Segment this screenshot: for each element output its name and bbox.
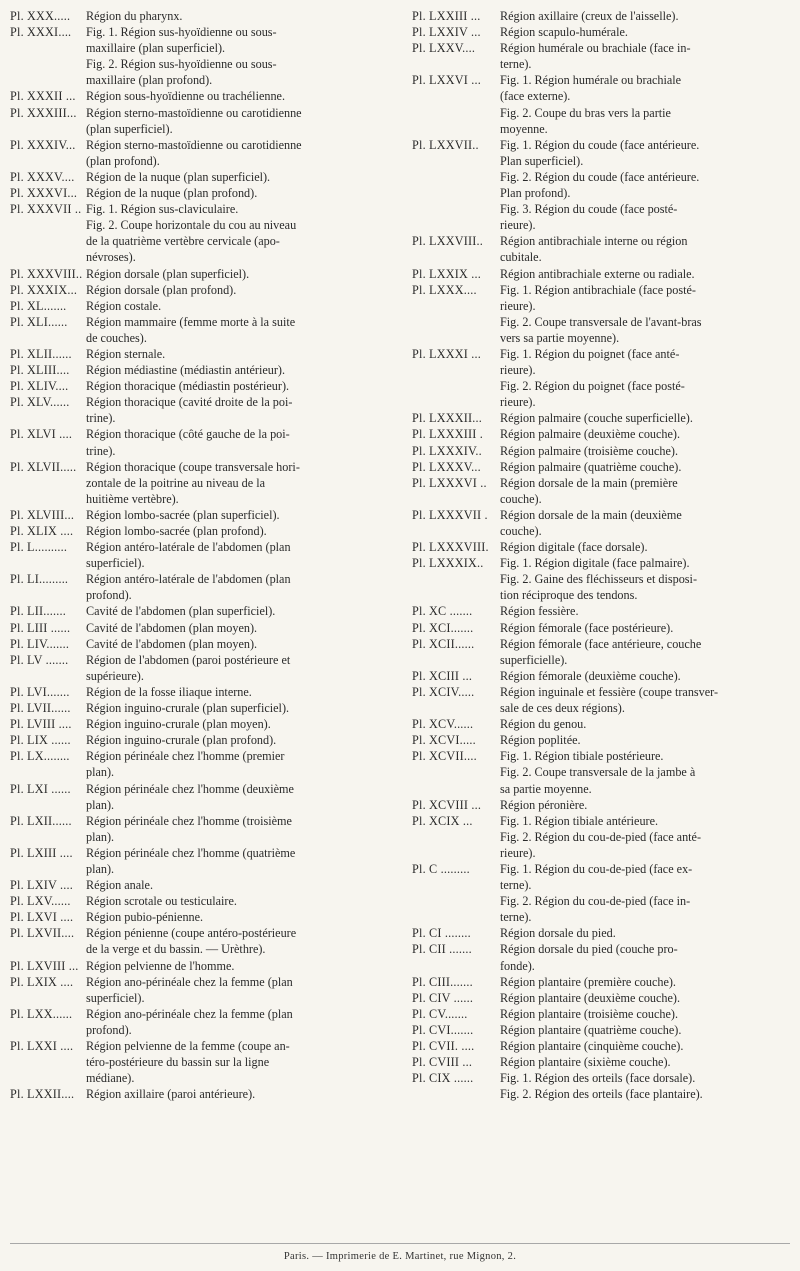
left-column — [10, 8, 402, 1102]
plate-description: Région thoracique (coupe transversale hori- zontale de la poitrine au niveau de la huitième vertèbre). — [86, 459, 300, 506]
plate-description: Région périnéale chez l'homme (deuxième plan). — [86, 781, 294, 812]
right-column — [412, 8, 790, 1102]
plate-number: Pl. CVII. .... — [412, 1039, 475, 1053]
plate-description: Cavité de l'abdomen (plan moyen). — [86, 620, 258, 635]
plate-entry — [10, 1038, 402, 1086]
plate-entry — [10, 958, 402, 974]
plate-entry — [412, 684, 790, 716]
plate-number: Pl. LXXI .... — [10, 1039, 74, 1053]
plate-description: Région inguino-crurale (plan profond). — [86, 733, 277, 748]
plate-entry — [10, 266, 402, 282]
plate-number: Pl. LXXXVI .. — [412, 475, 487, 490]
plate-number: Pl. XXXIII... — [10, 105, 77, 120]
plate-number: Pl. CII ....... — [412, 942, 472, 957]
plate-number: Pl. LXXXIX.. — [412, 556, 484, 571]
plate-number: Pl. LXXXVII . — [412, 507, 488, 522]
plate-entry — [10, 571, 402, 603]
plate-description: Fig. 1. Région des orteils (face dorsale). Fig. 2. Région des orteils (face plantaire). — [500, 1071, 703, 1102]
plate-number: Pl. LX........ — [10, 749, 70, 764]
plate-number: Pl. LXXX.... — [412, 282, 477, 297]
plate-entry — [10, 507, 402, 523]
plate-description: Région palmaire (quatrième couche). — [500, 459, 682, 474]
plate-entry — [412, 8, 790, 24]
plate-entry — [10, 732, 402, 748]
plate-description: Région thoracique (cavité droite de la poi- trine). — [86, 395, 293, 426]
plate-entry — [10, 893, 402, 909]
plate-number: Pl. XCVIII ... — [412, 797, 482, 812]
plate-description: Région inguinale et fessière (coupe transver- sale de ces deux régions). — [500, 684, 719, 716]
plate-description: Région pénienne (coupe antéro-postérieure de la verge et du bassin. — Urèthre). — [86, 926, 297, 957]
plate-description: Région costale. — [86, 298, 162, 313]
plate-description: Fig. 1. Région sus-hyoïdienne ou sous- maxillaire (plan superficiel). Fig. 2. Région sus-hyoïdienne ou sous- maxillaire (plan profond). — [86, 25, 277, 88]
plate-description: Région plantaire (quatrième couche). — [500, 1022, 682, 1037]
plate-number: Pl. LIX ...... — [10, 733, 71, 748]
plate-description: Région pelvienne de la femme (coupe an- téro-postérieure du bassin sur la ligne médiane). — [86, 1039, 290, 1086]
plate-entry — [10, 346, 402, 362]
plate-description: Région palmaire (couche superficielle). — [500, 411, 693, 426]
plate-number: Pl. LXXXII... — [412, 411, 482, 426]
plate-number: Pl. XCI....... — [412, 620, 474, 635]
plate-description: Région inguino-crurale (plan superficiel). — [86, 701, 290, 716]
plate-entry — [412, 732, 790, 748]
plate-number: Pl. LXIX .... — [10, 974, 74, 989]
plate-entry — [412, 24, 790, 40]
plate-entry — [412, 475, 790, 507]
plate-number: Pl. LXXXIII . — [412, 427, 483, 442]
plate-description: Fig. 1. Région du poignet (face anté- rieure). Fig. 2. Région du poignet (face posté- rieure). — [500, 346, 685, 410]
plate-description: Région dorsale (plan superficiel). — [86, 266, 250, 281]
plate-description: Région dorsale de la main (deuxième couche). — [500, 507, 682, 538]
plate-description: Région lombo-sacrée (plan superficiel). — [86, 507, 280, 522]
plate-entry — [10, 137, 402, 169]
plate-description: Cavité de l'abdomen (plan moyen). — [86, 636, 258, 651]
plate-number: Pl. LXXIX ... — [412, 266, 481, 281]
plate-entry — [10, 781, 402, 813]
plate-entry — [412, 426, 790, 442]
plate-entry — [10, 684, 402, 700]
plate-description: Région scapulo-humérale. — [500, 25, 628, 40]
plate-description: Région lombo-sacrée (plan profond). — [86, 524, 267, 538]
plate-number: Pl. LXXV.... — [412, 41, 476, 56]
plate-description: Région scrotale ou testiculaire. — [86, 894, 237, 909]
plate-number: Pl. XXXVI... — [10, 186, 78, 201]
plate-entry — [10, 620, 402, 636]
plate-entry — [412, 1070, 790, 1102]
plate-description: Région humérale ou brachiale (face in- terne). — [500, 41, 691, 72]
plate-number: Pl. CVIII ... — [412, 1055, 473, 1070]
plate-number: Pl. LXXII.... — [10, 1087, 75, 1102]
plate-description: Région plantaire (sixième couche). — [500, 1055, 671, 1070]
plate-description: Fig. 1. Région humérale ou brachiale (face externe). Fig. 2. Coupe du bras vers la partie moyenne. — [500, 73, 682, 136]
plate-entry — [412, 941, 790, 973]
plate-description: Région pubio-pénienne. — [86, 910, 204, 925]
plate-description: Région péronière. — [500, 797, 588, 812]
plate-number: Pl. CIV ...... — [412, 990, 474, 1005]
plate-description: Région thoracique (côté gauche de la poi- trine). — [86, 427, 290, 458]
plate-number: Pl. XCVI..... — [412, 733, 476, 748]
plate-description: Fig. 1. Région digitale (face palmaire). Fig. 2. Gaine des fléchisseurs et disposi- tion réciproque des tendons. — [500, 556, 697, 603]
plate-description: Région périnéale chez l'homme (quatrième plan). — [86, 845, 296, 876]
plate-description: Région dorsale (plan profond). — [86, 282, 237, 297]
plate-description: Région périnéale chez l'homme (premier plan). — [86, 749, 285, 780]
plate-number: Pl. XLII...... — [10, 346, 72, 361]
plate-number: Pl. XCIV..... — [412, 684, 475, 699]
plate-number: Pl. LII....... — [10, 604, 66, 619]
plate-entry — [10, 298, 402, 314]
plate-number: Pl. LXVIII ... — [10, 958, 79, 973]
plate-description: Région pelvienne de l'homme. — [86, 958, 235, 973]
plate-entry — [412, 813, 790, 861]
plate-number: Pl. LXXXVIII. — [412, 540, 489, 555]
plate-description: Région sterno-mastoïdienne ou carotidienne (plan profond). — [86, 137, 302, 168]
plate-description: Fig. 1. Région du cou-de-pied (face ex- terne). Fig. 2. Région du cou-de-pied (face in- terne). — [500, 861, 693, 925]
plate-entry — [412, 990, 790, 1006]
plate-description: Région ano-périnéale chez la femme (plan profond). — [86, 1006, 293, 1037]
plate-entry — [412, 410, 790, 426]
plate-number: Pl. XCIX ... — [412, 813, 473, 828]
plate-number: Pl. CI ........ — [412, 926, 471, 941]
plate-entry — [412, 459, 790, 475]
plate-number: Pl. XCIII ... — [412, 668, 473, 683]
plate-description: Fig. 1. Région sus-claviculaire. Fig. 2. Coupe horizontale du cou au niveau de la quatrième vertèbre cervicale (apo- névroses). — [86, 202, 297, 265]
plate-description: Région digitale (face dorsale). — [500, 540, 648, 555]
plate-number: Pl. XCVII.... — [412, 749, 477, 764]
footer-rule — [10, 1243, 790, 1244]
plate-description: Région axillaire (paroi antérieure). — [86, 1087, 256, 1102]
plate-entry — [10, 603, 402, 619]
plate-description: Région axillaire (creux de l'aisselle). — [500, 9, 679, 23]
plate-number: Pl. XLIV.... — [10, 379, 69, 394]
plate-entry — [412, 1054, 790, 1070]
plate-description: Région inguino-crurale (plan moyen). — [86, 717, 271, 732]
plate-entry — [412, 1006, 790, 1022]
plate-number: Pl. XLI...... — [10, 314, 68, 329]
plate-entry — [10, 925, 402, 957]
plate-entry — [10, 652, 402, 684]
plate-number: Pl. XXXIX... — [10, 282, 78, 297]
plate-description: Région dorsale de la main (première couche). — [500, 475, 678, 506]
plate-number: Pl. LXXXIV.. — [412, 443, 482, 458]
plate-entry — [412, 282, 790, 346]
plate-entry — [412, 233, 790, 265]
plate-number: Pl. XXX..... — [10, 9, 71, 23]
plate-number: Pl. CIII....... — [412, 974, 473, 989]
plate-description: Région fémorale (face postérieure). — [500, 620, 674, 635]
plate-entry — [412, 797, 790, 813]
plate-entry — [10, 394, 402, 426]
plate-number: Pl. XLIII.... — [10, 363, 70, 378]
plate-entry — [10, 169, 402, 185]
plate-description: Région antibrachiale externe ou radiale. — [500, 266, 695, 281]
plate-description: Région palmaire (deuxième couche). — [500, 427, 681, 442]
plate-number: Pl. LXXIV ... — [412, 25, 481, 40]
plate-number: Pl. XL....... — [10, 298, 67, 313]
plate-description: Fig. 1. Région tibiale antérieure. Fig. 2. Région du cou-de-pied (face anté- rieure). — [500, 813, 702, 860]
plate-number: Pl. XCII...... — [412, 636, 475, 651]
plate-entry — [10, 539, 402, 571]
plate-description: Région poplitée. — [500, 733, 581, 748]
plate-number: Pl. LXXVIII.. — [412, 234, 483, 249]
plate-entry — [10, 1086, 402, 1102]
plate-number: Pl. XXXVII .. — [10, 202, 82, 217]
plate-entry — [10, 314, 402, 346]
plate-number: Pl. XC ....... — [412, 604, 473, 619]
plate-description: Région antibrachiale interne ou région cubitale. — [500, 234, 688, 265]
plate-number: Pl. XLIX .... — [10, 524, 74, 538]
plate-entry — [10, 185, 402, 201]
plate-entry — [10, 378, 402, 394]
plate-number: Pl. XLVIII... — [10, 507, 75, 522]
plate-entry — [10, 8, 402, 24]
plate-description: Région plantaire (deuxième couche). — [500, 990, 681, 1005]
plate-entry — [412, 266, 790, 282]
plate-entry — [412, 555, 790, 603]
plate-entry — [10, 88, 402, 104]
plate-description: Région fémorale (deuxième couche). — [500, 668, 681, 683]
plate-number: Pl. XXXV.... — [10, 169, 75, 184]
plate-description: Région antéro-latérale de l'abdomen (plan superficiel). — [86, 540, 291, 571]
plate-description: Région sous-hyoïdienne ou trachélienne. — [86, 89, 286, 104]
plate-number: Pl. LXVI .... — [10, 910, 74, 925]
plate-entry — [412, 716, 790, 732]
plate-entry — [412, 925, 790, 941]
plate-number: Pl. LXX...... — [10, 1006, 73, 1021]
plate-entry — [10, 716, 402, 732]
plate-description: Fig. 1. Région du coude (face antérieure. Plan superficiel). Fig. 2. Région du coude (face antérieure. Plan profond). Fig. 3. Région du coude (face posté- rieure). — [500, 137, 700, 233]
plate-entry — [10, 105, 402, 137]
plate-entry — [10, 636, 402, 652]
plate-number: Pl. XLVI .... — [10, 427, 73, 442]
plate-description: Région sternale. — [86, 346, 166, 361]
plate-number: Pl. LIII ...... — [10, 620, 71, 635]
plate-number: Pl. LV ....... — [10, 652, 69, 667]
plate-entry — [412, 137, 790, 234]
plate-number: Pl. CVI....... — [412, 1022, 474, 1037]
plate-entry — [412, 72, 790, 136]
plate-description: Région dorsale du pied. — [500, 926, 616, 941]
printer-imprint: Paris. — Imprimerie de E. Martinet, rue Mignon, 2. — [283, 1251, 517, 1262]
plate-number: Pl. LVII...... — [10, 701, 71, 716]
plate-entry — [412, 974, 790, 990]
plate-number: Pl. LXII...... — [10, 813, 72, 828]
plate-description: Région thoracique (médiastin postérieur). — [86, 379, 290, 394]
plate-number: Pl. LVIII .... — [10, 717, 72, 732]
plate-description: Région médiastine (médiastin antérieur). — [86, 363, 285, 378]
plate-description: Région fessière. — [500, 604, 579, 619]
plate-number: Pl. LXXXV... — [412, 459, 481, 474]
plate-entry — [10, 523, 402, 539]
plate-description: Région sterno-mastoïdienne ou carotidienne (plan superficiel). — [86, 105, 302, 136]
plate-description: Fig. 1. Région antibrachiale (face posté- rieure). Fig. 2. Coupe transversale de l'avant-bras vers sa partie moyenne). — [500, 282, 702, 345]
plate-number: Pl. LXXXI ... — [412, 346, 481, 361]
plate-entry — [412, 1038, 790, 1054]
plate-description: Région du pharynx. — [86, 9, 183, 23]
plate-entry — [412, 620, 790, 636]
plate-description: Fig. 1. Région tibiale postérieure. Fig. 2. Coupe transversale de la jambe à sa partie moyenne. — [500, 749, 696, 796]
plate-description: Région de la nuque (plan profond). — [86, 186, 258, 201]
plate-number: Pl. LXXVII.. — [412, 137, 479, 152]
plate-entry — [10, 24, 402, 88]
plate-description: Région antéro-latérale de l'abdomen (plan profond). — [86, 572, 291, 603]
plate-description: Région du genou. — [500, 717, 587, 732]
plate-description: Région dorsale du pied (couche pro- fonde). — [500, 942, 678, 973]
plate-description: Région de la nuque (plan superficiel). — [86, 169, 271, 184]
plate-description: Région plantaire (cinquième couche). — [500, 1039, 684, 1053]
plate-description: Région plantaire (première couche). — [500, 974, 676, 989]
plate-number: Pl. LXIII .... — [10, 845, 73, 860]
plate-number: Pl. XXXII ... — [10, 89, 76, 104]
plate-entry — [10, 748, 402, 780]
plate-entry — [10, 362, 402, 378]
plate-entry — [10, 1006, 402, 1038]
plate-entry — [412, 346, 790, 410]
plate-description: Région de l'abdomen (paroi postérieure et supérieure). — [86, 652, 291, 683]
plate-entry — [412, 1022, 790, 1038]
plate-entry — [412, 861, 790, 925]
plate-description: Région plantaire (troisième couche). — [500, 1006, 679, 1021]
plate-number: Pl. LIV....... — [10, 636, 70, 651]
plate-entry — [412, 668, 790, 684]
plate-number: Pl. XXXIV... — [10, 137, 76, 152]
plate-entry — [10, 459, 402, 507]
plate-entry — [10, 201, 402, 265]
plate-description: Cavité de l'abdomen (plan superficiel). — [86, 604, 276, 619]
plate-description: Région périnéale chez l'homme (troisième plan). — [86, 813, 292, 844]
plate-entry — [412, 40, 790, 72]
plate-entry — [412, 443, 790, 459]
plate-entry — [10, 974, 402, 1006]
plate-entry — [10, 426, 402, 458]
plate-number: Pl. XXXVIII.. — [10, 266, 83, 281]
plate-number: Pl. CV....... — [412, 1006, 468, 1021]
plate-number: Pl. XCV...... — [412, 717, 474, 732]
plate-description: Région fémorale (face antérieure, couche superficielle). — [500, 636, 702, 667]
plate-number: Pl. LXI ...... — [10, 781, 71, 796]
plate-entry — [10, 845, 402, 877]
plate-description: Région mammaire (femme morte à la suite de couches). — [86, 314, 296, 345]
plate-number: Pl. L.......... — [10, 540, 68, 555]
plate-number: Pl. LVI....... — [10, 684, 70, 699]
plate-number: Pl. LI......... — [10, 572, 69, 587]
plate-entry — [412, 507, 790, 539]
plate-entry — [10, 282, 402, 298]
plate-entry — [412, 636, 790, 668]
plate-number: Pl. LXIV .... — [10, 878, 73, 893]
plate-entry — [10, 909, 402, 925]
plate-number: Pl. XLVII..... — [10, 459, 77, 474]
plate-entry — [10, 877, 402, 893]
plate-number: Pl. LXXIII ... — [412, 9, 481, 23]
plate-description: Région anale. — [86, 878, 154, 893]
plate-number: Pl. LXVII.... — [10, 926, 75, 941]
plate-number: Pl. LXV...... — [10, 894, 71, 909]
plate-entry — [412, 539, 790, 555]
plate-entry — [412, 603, 790, 619]
plate-number: Pl. CIX ...... — [412, 1071, 474, 1086]
plate-description: Région ano-périnéale chez la femme (plan superficiel). — [86, 974, 293, 1005]
plate-description: Région palmaire (troisième couche). — [500, 443, 679, 458]
plate-number: Pl. LXXVI ... — [412, 73, 481, 88]
plate-description: Région de la fosse iliaque interne. — [86, 684, 252, 699]
plate-entry — [10, 813, 402, 845]
plate-number: Pl. XXXI.... — [10, 25, 72, 40]
plate-entry — [10, 700, 402, 716]
plate-number: Pl. XLV...... — [10, 395, 70, 410]
plate-entry — [412, 748, 790, 796]
plate-number: Pl. C ......... — [412, 861, 470, 876]
